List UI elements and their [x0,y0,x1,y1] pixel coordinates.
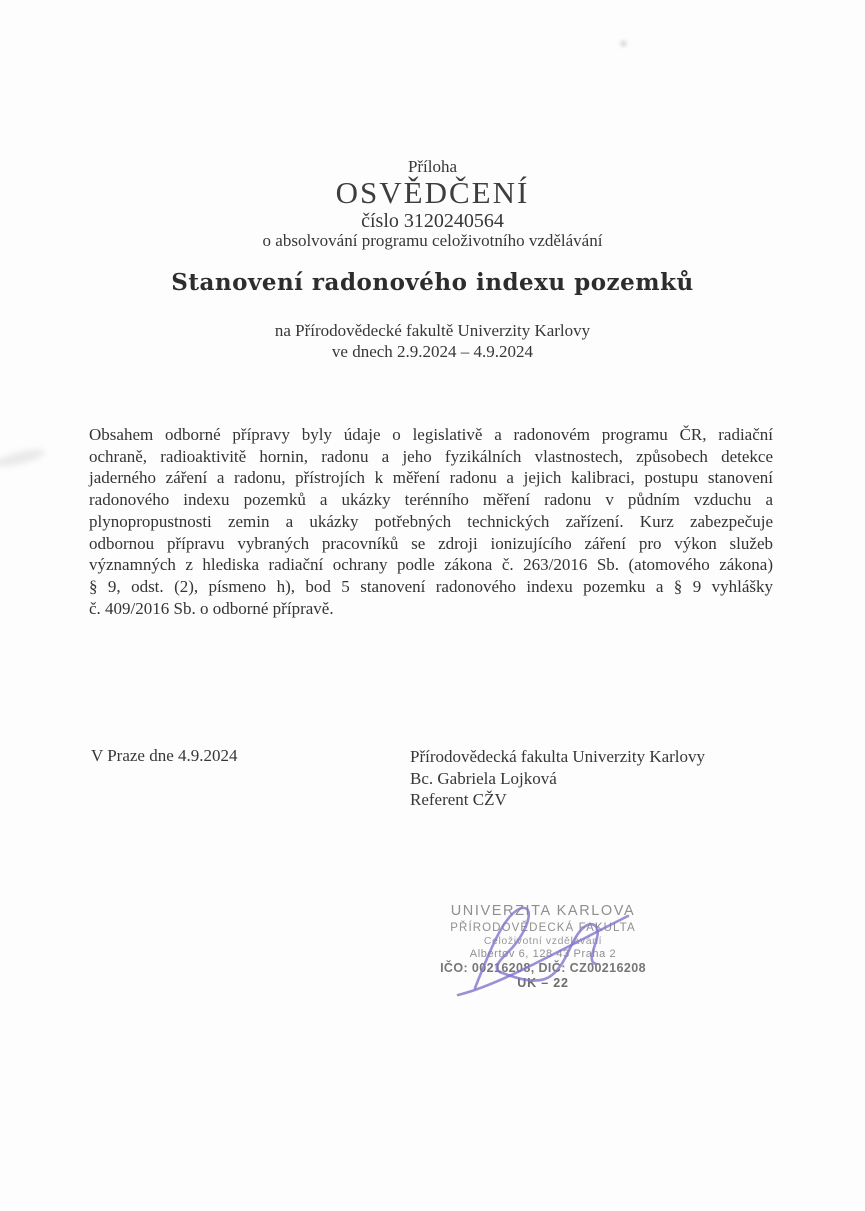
stamp-line-address: Albertov 6, 128 43 Praha 2 [469,947,617,960]
signer-organization: Přírodovědecká fakulta Univerzity Karlovy [410,747,706,766]
attachment-label: Příloha [407,157,458,176]
stamp-line-program: Celoživotní vzdělávání [483,934,603,947]
course-dates: ve dnech 2.9.2024 – 4.9.2024 [331,342,534,361]
body-line: radonového indexu pozemků a ukázky terénního měření radonu v půdním vzduchu a [89,490,773,510]
place-and-date: V Praze dne 4.9.2024 [91,746,238,765]
body-line: významných z hlediska radiační ochrany podle zákona č. 263/2016 Sb. (atomového zákona) [89,555,773,575]
body-line: Obsahem odborné přípravy byly údaje o legislativě a radonovém programu ČR, radiační [89,425,773,444]
certificate-number: číslo 3120240564 [361,210,504,232]
signer-name: Bc. Gabriela Lojková [410,768,557,788]
scan-smudge [0,446,47,470]
course-venue: na Přírodovědecké fakultě Univerzity Karlovy [274,321,591,340]
signer-block [410,746,705,811]
certificate-heading: OSVĚDČENÍ [335,175,530,210]
stamp-line-faculty: PŘÍRODOVĚDECKÁ FAKULTA [450,921,636,934]
body-line: č. 409/2016 Sb. o odborné přípravě. [89,598,334,618]
body-line: odbornou přípravu vybraných pracovníků se zdroji ionizujícího záření pro výkon služeb [89,533,773,553]
certificate-subtitle: o absolvování programu celoživotního vzdělávání [262,231,603,250]
stamp-line-ico-dic: IČO: 00216208, DIČ: CZ00216208 [440,960,646,975]
scan-speck [620,40,627,47]
signer-role: Referent CŽV [410,790,507,809]
body-line: jaderného záření a radonu, přístrojích k měření radonu a jejich kalibraci, postupu stanovení [89,468,773,488]
body-paragraph [89,424,773,619]
course-title: Stanovení radonového indexu pozemků [171,269,694,296]
handwritten-signature [430,885,640,1000]
body-line: § 9, odst. (2), písmeno h), bod 5 stanovení radonového indexu pozemku a § 9 vyhlášky [89,576,773,596]
stamp-line-university: UNIVERZITA KARLOVA [450,903,636,919]
stamp-line-uk22: UK – 22 [517,976,569,991]
body-line: ochraně, radioaktivitě hornin, radonu a jeho fyzikálních vlastnostech, způsobech detekce [89,446,773,466]
body-line: plynopropustnosti zemin a ukázky potřebných technických zařízení. Kurz zabezpečuje [89,511,773,531]
